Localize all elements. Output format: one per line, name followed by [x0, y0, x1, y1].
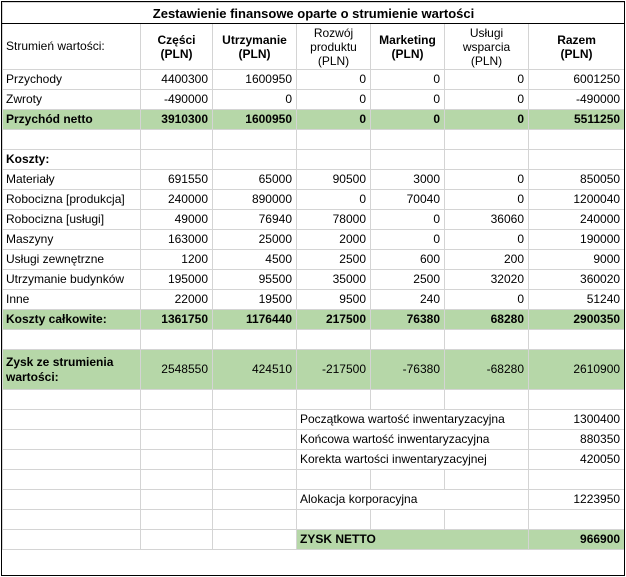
cell: 35000 [297, 270, 371, 290]
allocation-value: 1223950 [529, 490, 625, 510]
cell: -217500 [297, 350, 371, 390]
row-przychod-netto [3, 110, 625, 130]
cell: 36060 [445, 210, 529, 230]
cell: 2500 [297, 250, 371, 270]
spacer-row [3, 130, 625, 150]
row-maszyny [3, 230, 625, 250]
header-rozwoj-produktu: Rozwój produktu (PLN) [297, 24, 371, 70]
cell: 5511250 [529, 110, 625, 130]
cell: 19500 [213, 290, 297, 310]
cell: 51240 [529, 290, 625, 310]
cell: 0 [445, 110, 529, 130]
cell: 76380 [371, 310, 445, 330]
cell: -76380 [371, 350, 445, 390]
cell: 217500 [297, 310, 371, 330]
adjustment-label: Początkowa wartość inwentaryzacyjna [297, 410, 529, 430]
cell: 0 [297, 70, 371, 90]
row-label: Przychody [3, 70, 141, 90]
cell: 2500 [371, 270, 445, 290]
cell: 65000 [213, 170, 297, 190]
header-row [3, 24, 625, 70]
spacer-row [3, 390, 625, 410]
row-label: Inne [3, 290, 141, 310]
adjustment-label: Korekta wartości inwentaryzacyjnej [297, 450, 529, 470]
cell: 890000 [213, 190, 297, 210]
row-label: Zwroty [3, 90, 141, 110]
header-marketing: Marketing (PLN) [371, 24, 445, 70]
cell: 4500 [213, 250, 297, 270]
row-utrzymanie-budynkow [3, 270, 625, 290]
cell: 0 [371, 230, 445, 250]
cell: 0 [445, 190, 529, 210]
cell: 240000 [529, 210, 625, 230]
cell: 200 [445, 250, 529, 270]
row-zysk-strumienia [3, 350, 625, 390]
cell: 70040 [371, 190, 445, 210]
row-zysk-netto [3, 530, 625, 550]
row-alokacja-korporacyjna [3, 490, 625, 510]
header-uslugi-wsparcia: Usługi wsparcia (PLN) [445, 24, 529, 70]
cell: 2000 [297, 230, 371, 250]
cell: 0 [445, 290, 529, 310]
row-label: Przychód netto [3, 110, 141, 130]
cell: 424510 [213, 350, 297, 390]
spacer-row [3, 470, 625, 490]
row-robocizna-produkcja [3, 190, 625, 210]
row-koncowa-wartosc [3, 430, 625, 450]
cell: 4400300 [141, 70, 213, 90]
cell: 240000 [141, 190, 213, 210]
cell: 1600950 [213, 110, 297, 130]
cell: 32020 [445, 270, 529, 290]
cell: 78000 [297, 210, 371, 230]
cell: 0 [297, 110, 371, 130]
cell: 0 [371, 90, 445, 110]
adjustment-label: Końcowa wartość inwentaryzacyjna [297, 430, 529, 450]
row-korekta-wartosci [3, 450, 625, 470]
cell: -68280 [445, 350, 529, 390]
cell: 9500 [297, 290, 371, 310]
adjustment-value: 1300400 [529, 410, 625, 430]
row-przychody [3, 70, 625, 90]
cell: 0 [445, 70, 529, 90]
cell: 1600950 [213, 70, 297, 90]
row-label: Robocizna [produkcja] [3, 190, 141, 210]
cell: 1361750 [141, 310, 213, 330]
adjustment-value: 880350 [529, 430, 625, 450]
cell: 25000 [213, 230, 297, 250]
row-koszty-calkowite [3, 310, 625, 330]
cell: 0 [297, 190, 371, 210]
cell: 2610900 [529, 350, 625, 390]
row-label: Materiały [3, 170, 141, 190]
row-materialy [3, 170, 625, 190]
cell: -490000 [141, 90, 213, 110]
cell: 0 [371, 210, 445, 230]
cell: 76940 [213, 210, 297, 230]
cell: 0 [371, 70, 445, 90]
cell: 3910300 [141, 110, 213, 130]
header-utrzymanie: Utrzymanie (PLN) [213, 24, 297, 70]
sheet-title: Zestawienie finansowe oparte o strumienie wartości [3, 3, 625, 24]
header-razem: Razem (PLN) [529, 24, 625, 70]
header-czesci: Części (PLN) [141, 24, 213, 70]
row-inne [3, 290, 625, 310]
cell: 0 [297, 90, 371, 110]
cell: 1176440 [213, 310, 297, 330]
cell: 22000 [141, 290, 213, 310]
cell: 850050 [529, 170, 625, 190]
spacer-row [3, 330, 625, 350]
row-label: Robocizna [usługi] [3, 210, 141, 230]
row-label: Usługi zewnętrzne [3, 250, 141, 270]
cell: 600 [371, 250, 445, 270]
cell: -490000 [529, 90, 625, 110]
row-label: Utrzymanie budynków [3, 270, 141, 290]
row-robocizna-uslugi [3, 210, 625, 230]
row-zwroty [3, 90, 625, 110]
row-koszty-heading [3, 150, 625, 170]
cell: 0 [445, 90, 529, 110]
cell: 240 [371, 290, 445, 310]
cell: 691550 [141, 170, 213, 190]
cell: 2900350 [529, 310, 625, 330]
cell: 360020 [529, 270, 625, 290]
cell: 195000 [141, 270, 213, 290]
cell: 68280 [445, 310, 529, 330]
net-profit-label: ZYSK NETTO [297, 530, 529, 550]
cell: 49000 [141, 210, 213, 230]
cell: 0 [445, 230, 529, 250]
cell: 95500 [213, 270, 297, 290]
cell: 9000 [529, 250, 625, 270]
row-label: Zysk ze strumienia wartości: [3, 350, 141, 390]
financial-statement-sheet [1, 1, 625, 576]
cell: 1200 [141, 250, 213, 270]
cell: 0 [371, 110, 445, 130]
cell: 6001250 [529, 70, 625, 90]
cell: 90500 [297, 170, 371, 190]
section-heading: Koszty: [3, 150, 141, 170]
cell: 0 [213, 90, 297, 110]
cell: 3000 [371, 170, 445, 190]
cell: 163000 [141, 230, 213, 250]
cell: 2548550 [141, 350, 213, 390]
title-row [3, 3, 625, 24]
cell: 0 [445, 170, 529, 190]
row-uslugi-zewnetrzne [3, 250, 625, 270]
adjustment-value: 420050 [529, 450, 625, 470]
value-stream-table [2, 2, 625, 550]
spacer-row [3, 510, 625, 530]
cell: 1200040 [529, 190, 625, 210]
row-label: Koszty całkowite: [3, 310, 141, 330]
row-label: Maszyny [3, 230, 141, 250]
header-label: Strumień wartości: [3, 24, 141, 70]
cell: 190000 [529, 230, 625, 250]
net-profit-value: 966900 [529, 530, 625, 550]
allocation-label: Alokacja korporacyjna [297, 490, 529, 510]
row-poczatkowa-wartosc [3, 410, 625, 430]
